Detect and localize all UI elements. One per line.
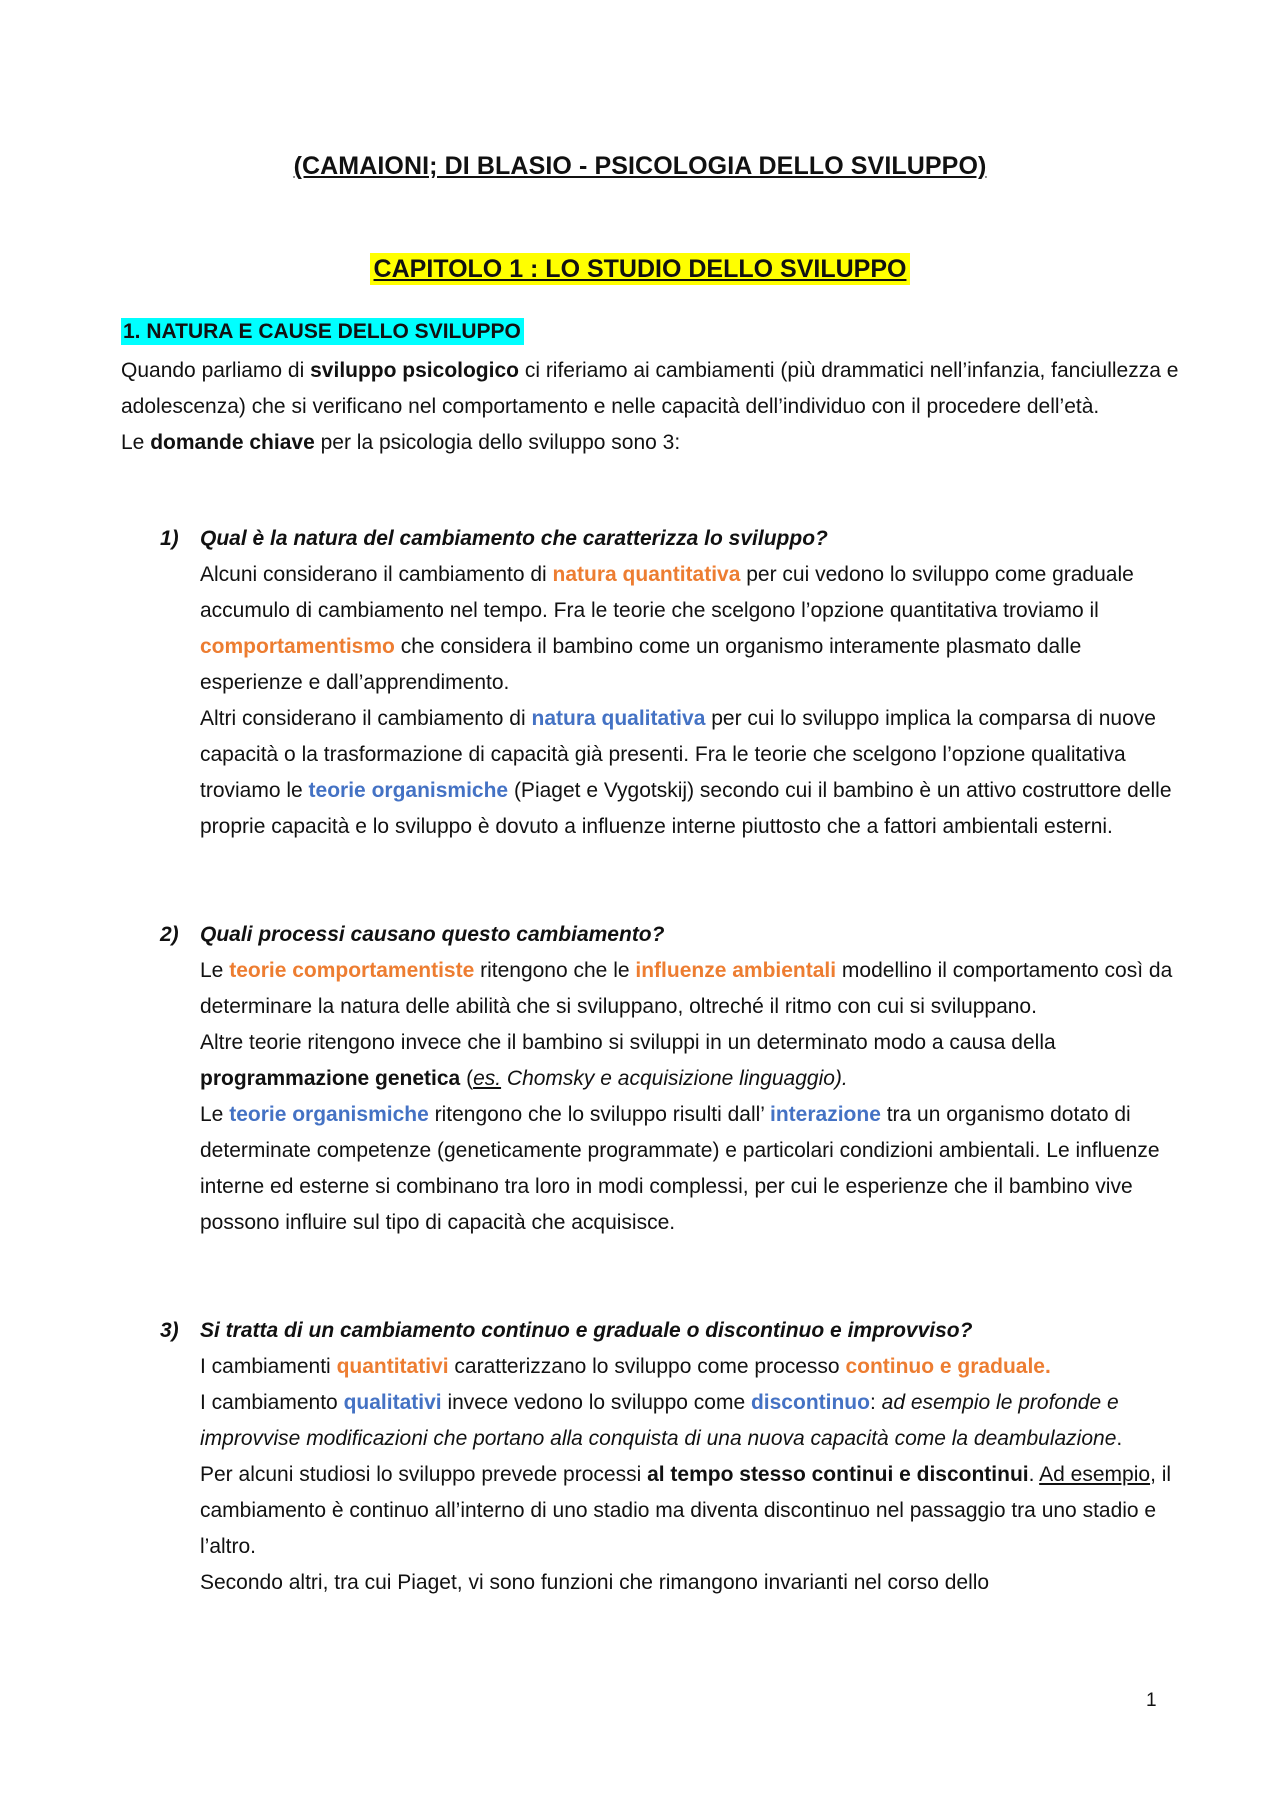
- question-body: [200, 557, 1180, 845]
- answer-paragraph: [200, 953, 1180, 1025]
- text-run: per cui lo sviluppo implica la comparsa di nuove capacità o la trasformazione di capacità già presenti. Fra le teorie che scelgono l’opzione qualitativa troviamo le: [200, 707, 1156, 802]
- text-run: Quando parliamo di: [121, 359, 311, 382]
- answer-paragraph: [200, 1457, 1180, 1565]
- question-title: Si tratta di un cambiamento continuo e graduale o discontinuo e improvviso?: [200, 1319, 973, 1342]
- highlight-term: continuo e graduale.: [845, 1355, 1051, 1378]
- text-run: :: [869, 1391, 882, 1414]
- page-number: 1: [1146, 1690, 1157, 1711]
- answer-paragraph: [200, 1385, 1180, 1457]
- chapter-heading: [0, 255, 1280, 284]
- highlight-term: teorie organismiche: [229, 1103, 429, 1126]
- question-2: [160, 917, 1180, 1241]
- highlight-term: natura qualitativa: [531, 707, 706, 730]
- text-run: modellino il comportamento così da determinare la natura delle abilità che si sviluppano, oltreché il ritmo con cui si sviluppano.: [200, 959, 1173, 1018]
- text-run: , il cambiamento è continuo all’interno di uno stadio ma diventa discontinuo nel passaggio tra uno stadio e l’altro.: [200, 1463, 1172, 1558]
- text-run: che considera il bambino come un organismo interamente plasmato dalle esperienze e dall’apprendimento.: [200, 635, 1082, 694]
- highlight-term: teorie organismiche: [308, 779, 509, 802]
- highlight-term: interazione: [770, 1103, 881, 1126]
- text-run: ci riferiamo ai cambiamenti (più drammatici nell’infanzia, fanciullezza e adolescenza) che si verificano nel comportamento e nelle capacità dell’individuo con il procedere dell’età.: [121, 359, 1179, 418]
- question-body: [200, 1349, 1180, 1601]
- document-title: (CAMAIONI; DI BLASIO - PSICOLOGIA DELLO SVILUPPO): [293, 152, 987, 180]
- question-1: [160, 521, 1180, 845]
- text-run: Altre teorie ritengono invece che il bambino si sviluppi in un determinato modo a causa della: [200, 1031, 1056, 1054]
- highlight-term: discontinuo: [750, 1391, 870, 1414]
- text-run: Le: [200, 959, 230, 982]
- highlight-term: natura quantitativa: [552, 563, 741, 586]
- text-run: caratterizzano lo sviluppo come processo: [448, 1355, 846, 1378]
- text-run: Le: [200, 1103, 230, 1126]
- section-title: 1. NATURA E CAUSE DELLO SVILUPPO: [121, 318, 524, 345]
- question-heading: [160, 1313, 1180, 1349]
- question-title: Qual è la natura del cambiamento che caratterizza lo sviluppo?: [200, 527, 828, 550]
- italic-text: ad esempio le profonde e improvvise modificazioni che portano alla conquista di una nuova capacità come la deambulazione: [200, 1391, 1119, 1450]
- text-run: Alcuni considerano il cambiamento di: [200, 563, 553, 586]
- question-3: [160, 1313, 1180, 1601]
- text-run: Altri considerano il cambiamento di: [200, 707, 532, 730]
- example-marker: es.: [473, 1067, 502, 1090]
- text-run: Secondo altri, tra cui Piaget, vi sono funzioni che rimangono invarianti nel corso dello: [200, 1571, 990, 1594]
- text-run: per cui vedono lo sviluppo come graduale accumulo di cambiamento nel tempo. Fra le teorie che scelgono l’opzione quantitativa troviamo il: [200, 563, 1134, 622]
- question-number: 2): [160, 923, 179, 946]
- text-run: per la psicologia dello sviluppo sono 3:: [314, 431, 681, 454]
- highlight-term: qualitativi: [343, 1391, 442, 1414]
- text-run: tra un organismo dotato di determinate competenze (geneticamente programmate) e particolari condizioni ambientali. Le influenze interne ed esterne si combinano tra loro in modi complessi, per cui le esperienze che il bambino vive possono influire sul tipo di capacità che acquisisce.: [200, 1103, 1160, 1234]
- underlined-text: Ad esempio: [1039, 1463, 1151, 1486]
- answer-paragraph: [200, 701, 1180, 845]
- text-run: (: [460, 1067, 474, 1090]
- answer-paragraph: [200, 1349, 1180, 1385]
- question-heading: [160, 917, 1180, 953]
- text-run: ritengono che lo sviluppo risulti dall’: [428, 1103, 771, 1126]
- highlight-term: influenze ambientali: [635, 959, 837, 982]
- text-run: .: [1028, 1463, 1040, 1486]
- bold-term: programmazione genetica: [200, 1067, 461, 1090]
- answer-paragraph: [200, 557, 1180, 701]
- question-body: [200, 953, 1180, 1241]
- intro-paragraph: [121, 353, 1181, 425]
- question-title: Quali processi causano questo cambiamento?: [200, 923, 665, 946]
- intro-paragraph: [121, 425, 1181, 461]
- bold-term: sviluppo psicologico: [310, 359, 519, 382]
- section-heading: [121, 320, 524, 344]
- answer-paragraph: [200, 1025, 1180, 1097]
- text-run: Per alcuni studiosi lo sviluppo prevede processi: [200, 1463, 648, 1486]
- text-run: .: [1116, 1427, 1123, 1450]
- question-number: 1): [160, 527, 179, 550]
- bold-term: al tempo stesso continui e discontinui: [647, 1463, 1029, 1486]
- chapter-title: CAPITOLO 1 : LO STUDIO DELLO SVILUPPO: [370, 253, 911, 285]
- highlight-term: comportamentismo: [200, 635, 395, 658]
- intro-text: [121, 353, 1181, 461]
- text-run: Le: [121, 431, 151, 454]
- text-run: (Piaget e Vygotskij) secondo cui il bambino è un attivo costruttore delle proprie capacità e lo sviluppo è dovuto a influenze interne piuttosto che a fattori ambientali esterni.: [200, 779, 1172, 838]
- text-run: I cambiamenti: [200, 1355, 337, 1378]
- question-number: 3): [160, 1319, 179, 1342]
- highlight-term: quantitativi: [336, 1355, 449, 1378]
- answer-paragraph: [200, 1565, 1180, 1601]
- highlight-term: teorie comportamentiste: [229, 959, 475, 982]
- answer-paragraph: [200, 1097, 1180, 1241]
- text-run: I cambiamento: [200, 1391, 344, 1414]
- bold-term: domande chiave: [150, 431, 315, 454]
- italic-text: Chomsky e acquisizione linguaggio).: [501, 1067, 848, 1090]
- question-heading: [160, 521, 1180, 557]
- text-run: invece vedono lo sviluppo come: [441, 1391, 751, 1414]
- text-run: ritengono che le: [474, 959, 636, 982]
